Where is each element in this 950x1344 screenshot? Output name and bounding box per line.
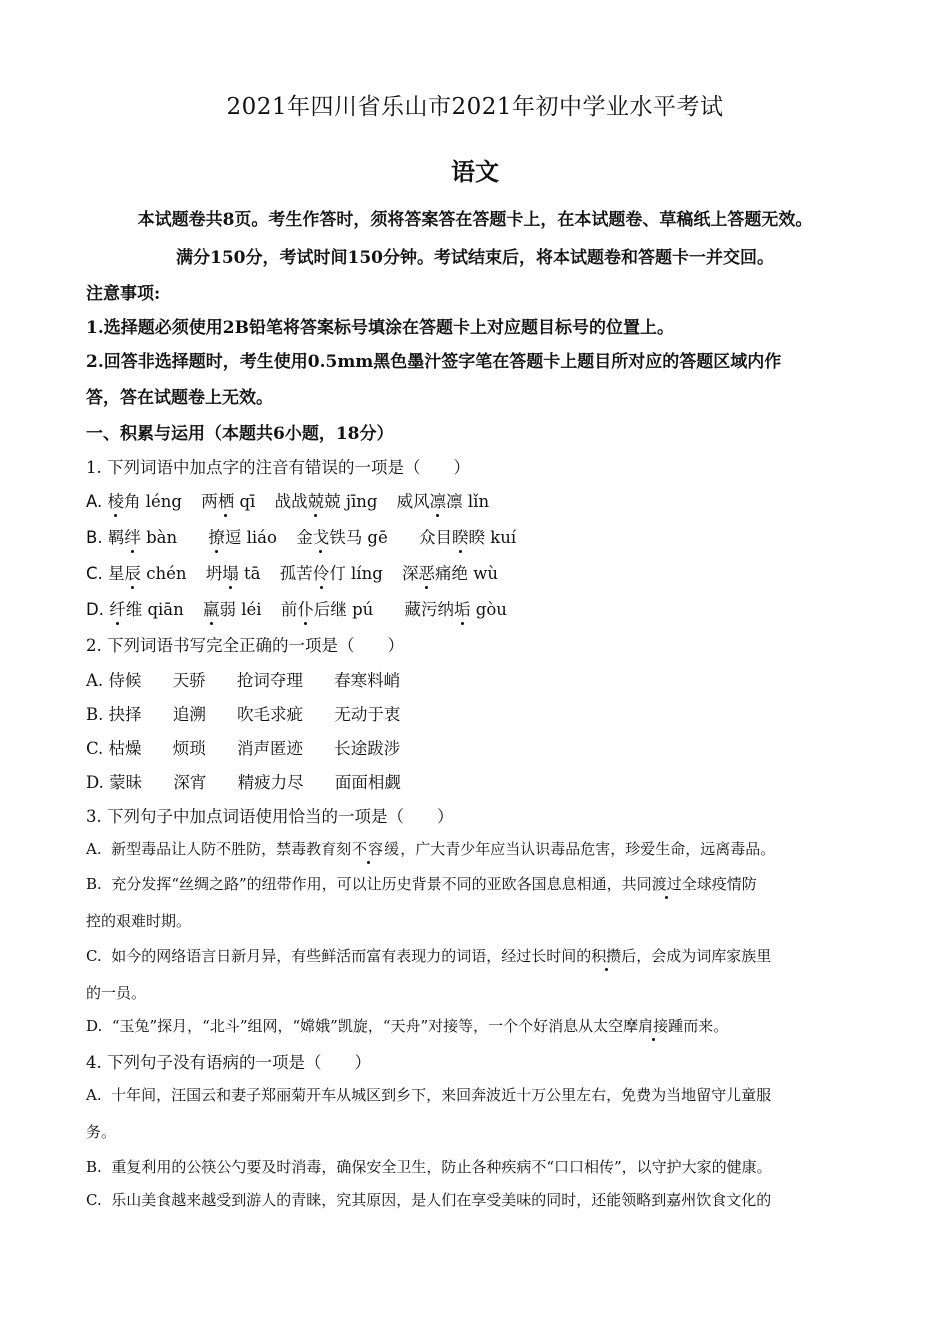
option-label: D. (86, 1017, 103, 1035)
sentence-part: 如今的网络语言日新月异，有些鲜活而富有表现力的词语，经过长时间的 (111, 947, 592, 965)
question-4-option-a-cont: 务。 (86, 1123, 117, 1141)
word-part: 羁 (107, 528, 125, 547)
word-part: 后继 pú (313, 600, 374, 619)
sentence-part: 新型毒品让人防不胜防，禁毒教育 (111, 840, 337, 858)
sentence-part: 充分发挥“丝绸之路”的纽带作用，可以让历史背景不同的亚欧各国息息相通，共同 (111, 875, 652, 893)
word-part: 星 (108, 564, 125, 583)
dotted-char: 辰 (125, 560, 142, 584)
word-part: 藏污纳 (404, 600, 455, 619)
word-part: gòu (470, 600, 507, 619)
question-1-stem: 1. 下列词语中加点字的注音有错误的一项是（ ） (86, 458, 470, 477)
question-4-option-b (86, 1156, 772, 1177)
word-part: 痛绝 wù (435, 564, 499, 583)
word-part: 坍 (205, 564, 223, 583)
sentence-part: “玉兔”探月，“北斗”组网，“嫦娥”凯旋，“天舟”对接等，一个个好消息从太空 (111, 1017, 624, 1035)
sentence-part: ，广大青少年应当认识毒品危害，珍爱生命，远离毒品。 (400, 840, 776, 858)
word-part: 铁马 gē (329, 528, 388, 547)
option-label: B. (86, 528, 103, 547)
dotted-phrase: 渡过 (651, 875, 682, 893)
question-3-option-d (86, 1015, 728, 1036)
sentence: 乐山美食越来越受到游人的青睐，究其原因，是人们在享受美味的同时，还能领略到嘉州饮食文化的 (111, 1191, 772, 1209)
sentence-part: 而来。 (683, 1017, 729, 1035)
word-part: 金 (296, 528, 313, 547)
word-part: 孤苦 (279, 564, 313, 583)
sentence: 重复利用的公筷公勺要及时消毒，确保安全卫生，防止各种疾病不“口口相传”，以守护大家的健康。 (111, 1158, 772, 1176)
word-part: 兢 jīng (324, 492, 378, 511)
word-part: 弱 léi (219, 600, 262, 619)
word: 烦琐 (172, 739, 206, 758)
word-part: 前 (280, 600, 298, 619)
option-label: C. (86, 947, 102, 965)
dotted-char: 兢 (308, 488, 325, 512)
exam-title: 2021年四川省乐山市2021年初中学业水平考试 (226, 94, 724, 120)
word: 面面相觑 (334, 773, 401, 792)
option-label: B. (86, 1158, 102, 1176)
question-2-stem: 2. 下列词语书写完全正确的一项是（ ） (86, 636, 404, 655)
question-4-option-c (86, 1189, 771, 1210)
intro-line-2: 满分150分，考试时间150分钟。考试结束后，将本试题卷和答题卡一并交回。 (176, 248, 774, 268)
subject-title: 语文 (451, 157, 499, 186)
word-part: bàn (140, 528, 178, 547)
word-part: 凛 lǐn (446, 492, 490, 511)
option-label: C. (86, 564, 103, 583)
dotted-char: 纤 (109, 596, 126, 620)
option-label: A. (86, 671, 104, 690)
question-1-option-a (86, 488, 489, 512)
word: 天骄 (172, 671, 206, 690)
dotted-phrase: 刻不容缓 (336, 840, 401, 858)
dotted-char: 睽 (452, 524, 469, 548)
question-1-option-d (86, 596, 507, 620)
dotted-char: 绊 (124, 524, 141, 548)
question-3-option-a (86, 838, 775, 859)
word: 长途跋涉 (334, 739, 401, 758)
dotted-phrase: 积攒 (591, 947, 622, 965)
word: 抢词夺理 (236, 671, 303, 690)
option-label: C. (86, 1191, 102, 1209)
word-part: 角 léng (124, 492, 182, 511)
option-label: B. (86, 705, 104, 724)
word-part: 维 qiān (125, 600, 184, 619)
question-4-option-a (86, 1084, 771, 1105)
question-1-option-b (86, 524, 516, 548)
word: 吹毛求疵 (237, 705, 304, 724)
word-part: 战战 (274, 492, 308, 511)
word-part: 逗 liáo (224, 528, 277, 547)
word: 无动于衷 (334, 705, 401, 724)
option-label: A. (86, 492, 103, 511)
question-3-stem: 3. 下列句子中加点词语使用恰当的一项是（ ） (86, 807, 454, 826)
dotted-char: 棱 (108, 488, 125, 512)
option-label: D. (86, 600, 104, 619)
word-part: 威风 (396, 492, 430, 511)
question-1-option-c (86, 560, 498, 584)
question-4-stem: 4. 下列句子没有语病的一项是（ ） (86, 1053, 371, 1072)
dotted-char: 栖 (218, 488, 235, 512)
word: 春寒料峭 (334, 671, 401, 690)
sentence: 十年间，汪国云和妻子郑丽菊开车从城区到乡下，来回奔波近十万公里左右，免费为当地留守儿童服 (111, 1086, 772, 1104)
notes-item-2: 2.回答非选择题时，考生使用0.5mm黑色墨汁签字笔在答题卡上题目所对应的答题区域内作 (86, 352, 782, 372)
dotted-char: 恶 (419, 560, 436, 584)
word: 追溯 (172, 705, 206, 724)
word-part: tā (238, 564, 261, 583)
dotted-char: 仆 (297, 596, 314, 620)
word-part: 众目 (419, 528, 453, 547)
intro-line-1: 本试题卷共8页。考生作答时，须将答案答在答题卡上，在本试题卷、草稿纸上答题无效。 (137, 210, 813, 230)
word: 深宵 (173, 773, 207, 792)
sentence-part: 全球疫情防 (681, 875, 757, 893)
notes-item-2-cont: 答，答在试题卷上无效。 (86, 388, 273, 408)
question-3-option-c (86, 945, 771, 966)
option-label: B. (86, 875, 102, 893)
dotted-char: 垢 (454, 596, 471, 620)
question-2-option-b (86, 701, 400, 725)
option-label: D. (86, 773, 104, 792)
dotted-char: 戈 (313, 524, 330, 548)
word: 消声匿迹 (237, 739, 304, 758)
option-label: C. (86, 739, 104, 758)
word: 蒙昧 (109, 773, 143, 792)
dotted-phrase: 摩肩接踵 (623, 1017, 684, 1035)
sentence-part: 后，会成为词库家族里 (621, 947, 772, 965)
question-3-option-c-cont: 的一员。 (86, 984, 147, 1002)
word: 抉择 (108, 705, 142, 724)
option-label: A. (86, 1086, 102, 1104)
dotted-char: 凛 (430, 488, 447, 512)
section-heading: 一、积累与运用（本题共6小题，18分） (86, 424, 394, 444)
question-3-option-b (86, 873, 757, 894)
dotted-char: 伶 (313, 560, 330, 584)
question-2-option-c (86, 735, 400, 759)
word-part: 仃 líng (329, 564, 383, 583)
notes-heading: 注意事项: (86, 284, 161, 304)
option-label: A. (86, 840, 102, 858)
word: 精疲力尽 (237, 773, 304, 792)
word-part: qī (234, 492, 256, 511)
word: 侍候 (108, 671, 142, 690)
dotted-char: 撩 (208, 524, 225, 548)
word: 枯燥 (108, 739, 142, 758)
question-3-option-b-cont: 控的艰难时期。 (86, 912, 192, 930)
dotted-char: 塌 (222, 560, 239, 584)
question-2-option-a (86, 667, 400, 691)
word-part: 睽 kuí (468, 528, 517, 547)
word-part: chén (141, 564, 187, 583)
word-part: 两 (201, 492, 218, 511)
question-2-option-d (86, 769, 401, 793)
word-part: 深 (402, 564, 419, 583)
dotted-char: 羸 (203, 596, 220, 620)
notes-item-1: 1.选择题必须使用2B铅笔将答案标号填涂在答题卡上对应题目标号的位置上。 (86, 318, 674, 338)
